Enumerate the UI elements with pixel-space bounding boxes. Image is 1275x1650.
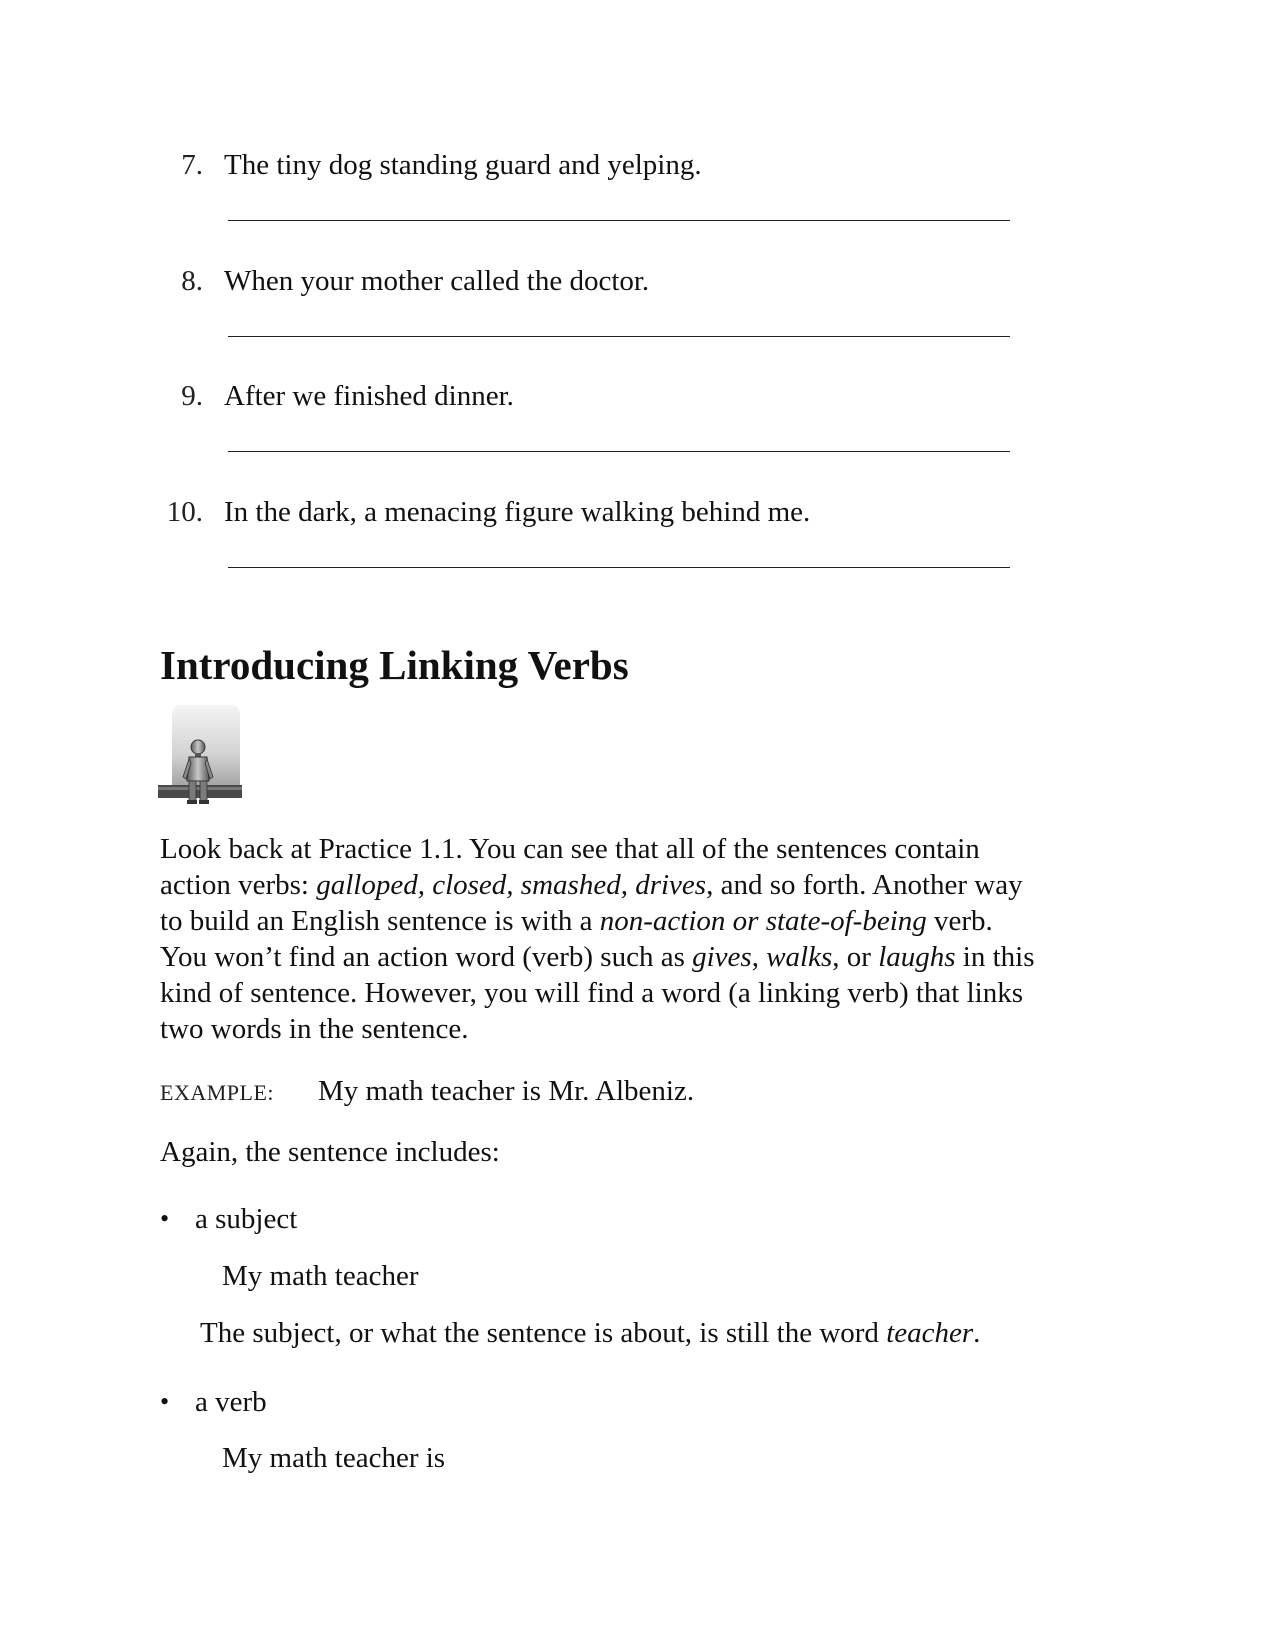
subject-note: The subject, or what the sentence is about, is still the word teacher. (200, 1317, 981, 1349)
answer-line-9[interactable] (228, 451, 1010, 452)
indented-example: My math teacher (222, 1260, 419, 1292)
bullet-label: a verb (195, 1386, 267, 1418)
exercise-number: 9. (181, 380, 203, 412)
action-verb-examples: galloped, closed, smashed, drives (316, 869, 707, 901)
indented-example: My math teacher is (222, 1442, 446, 1474)
intro-line: to build an English sentence is with a non-action or state-of-being verb. (160, 905, 993, 937)
again-text: Again, the sentence includes: (160, 1136, 500, 1168)
intro-line: action verbs: galloped, closed, smashed, drives, and so forth. Another way (160, 869, 1023, 901)
answer-line-10[interactable] (228, 567, 1010, 568)
intro-line: two words in the sentence. (160, 1013, 469, 1045)
exercise-text: The tiny dog standing guard and yelping. (224, 149, 702, 181)
answer-line-7[interactable] (228, 220, 1010, 221)
intro-line: You won’t find an action word (verb) such as gives, walks, or laughs in this (160, 941, 1035, 973)
bullet-marker: • (160, 1204, 170, 1233)
exercise-item-8 (0, 264, 1275, 364)
intro-line: Look back at Practice 1.1. You can see that all of the sentences contain (160, 833, 980, 865)
bullet-label: a subject (195, 1203, 298, 1235)
exercise-text: When your mother called the doctor. (224, 265, 650, 297)
exercise-text: In the dark, a menacing figure walking behind me. (224, 496, 811, 528)
exercise-number: 7. (181, 149, 203, 181)
exercise-item-9 (0, 379, 1275, 479)
seated-figure-icon (158, 705, 242, 808)
exercise-item-10 (0, 495, 1275, 595)
exercise-text: After we finished dinner. (224, 380, 514, 412)
state-of-being-term: non-action or state-of-being (599, 905, 927, 937)
example-label: EXAMPLE: (160, 1080, 274, 1105)
exercise-number: 8. (181, 265, 203, 297)
exercise-number: 10. (166, 496, 203, 528)
exercise-item-7 (0, 148, 1275, 248)
intro-line: kind of sentence. However, you will find a word (a linking verb) that links (160, 977, 1023, 1009)
example-sentence: My math teacher is Mr. Albeniz. (318, 1075, 695, 1107)
answer-line-8[interactable] (228, 336, 1010, 337)
section-title: Introducing Linking Verbs (160, 642, 629, 688)
intro-paragraph (160, 831, 1120, 1047)
bullet-marker: • (160, 1387, 170, 1416)
